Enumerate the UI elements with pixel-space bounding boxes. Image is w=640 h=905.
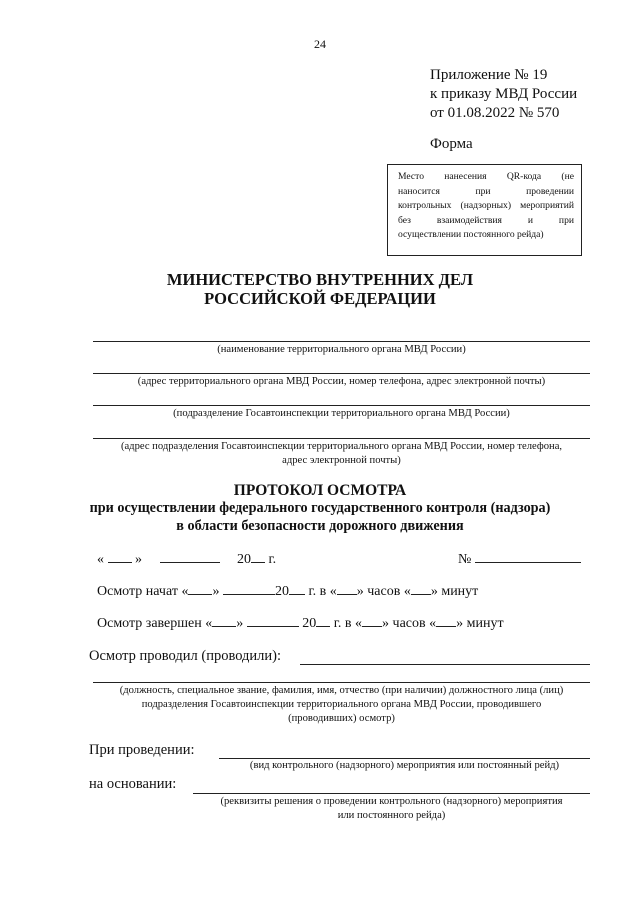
protocol-title: ПРОТОКОЛ ОСМОТРА <box>233 482 407 499</box>
appendix-header <box>430 66 577 123</box>
inspector-label: Осмотр проводил (проводили): <box>89 648 282 664</box>
end-minutes-field[interactable] <box>436 614 456 627</box>
end-hours-field[interactable] <box>362 614 382 627</box>
form-label: Форма <box>430 136 473 152</box>
date-year-field[interactable] <box>251 550 265 563</box>
date-month-field[interactable] <box>160 550 220 563</box>
inspector-caption-1: (должность, специальное звание, фамилия, имя, отчество (при наличии) должностного лица (лиц) <box>119 685 564 696</box>
qr-line: наносится при проведении <box>398 185 574 197</box>
organ-name-field[interactable] <box>93 341 590 342</box>
qr-line: осуществлении постоянного рейда) <box>398 229 544 240</box>
appendix-line-3: от 01.08.2022 № 570 <box>430 105 560 121</box>
appendix-line-2: к приказу МВД России <box>430 86 578 102</box>
number-sign: № <box>458 552 472 567</box>
qr-line: Место нанесения QR-кода (не <box>398 171 574 182</box>
ministry-title <box>0 270 640 308</box>
start-day-field[interactable] <box>188 582 212 595</box>
year-suffix: г. <box>268 552 277 567</box>
start-hours-field[interactable] <box>337 582 357 595</box>
gai-address-caption-2: адрес электронной почты) <box>282 455 401 466</box>
start-year-field[interactable] <box>289 582 305 595</box>
start-minutes-field[interactable] <box>411 582 431 595</box>
ministry-line-1: МИНИСТЕРСТВО ВНУТРЕННИХ ДЕЛ <box>166 270 474 289</box>
qr-code-box-text <box>398 170 574 243</box>
protocol-number-row <box>458 550 581 568</box>
inspection-start-row <box>97 582 478 600</box>
start-quote: » <box>212 584 220 599</box>
end-hours-label: » часов « <box>382 616 437 631</box>
start-at-label: г. в « <box>308 584 337 599</box>
inspector-field-2[interactable] <box>93 682 590 683</box>
end-day-field[interactable] <box>212 614 236 627</box>
qr-line: без взаимодействия и при <box>398 214 574 226</box>
conducting-label: При проведении: <box>89 742 195 758</box>
basis-caption-1: (реквизиты решения о проведении контрольного (надзорного) мероприятия <box>220 796 563 807</box>
basis-field[interactable] <box>193 793 590 794</box>
start-year-prefix: 20 <box>274 584 289 599</box>
organ-address-field[interactable] <box>93 373 590 374</box>
end-year-field[interactable] <box>316 614 330 627</box>
gai-address-caption-1: (адрес подразделения Госавтоинспекции территориального органа МВД России, номер телефона, <box>120 441 563 452</box>
appendix-line-1: Приложение № 19 <box>430 67 548 83</box>
basis-label: на основании: <box>89 776 177 792</box>
end-month-field[interactable] <box>247 614 299 627</box>
end-year-prefix: 20 <box>302 616 317 631</box>
quote-open: « <box>97 552 104 567</box>
start-minutes-label: » минут <box>430 584 479 599</box>
inspector-field-1[interactable] <box>300 664 590 665</box>
end-label: Осмотр завершен « <box>97 616 213 631</box>
basis-caption-2: или постоянного рейда) <box>337 810 446 821</box>
basis-caption <box>193 795 590 823</box>
gai-division-field[interactable] <box>93 405 590 406</box>
protocol-number-field[interactable] <box>475 550 581 563</box>
inspection-end-row <box>97 614 504 632</box>
start-hours-label: » часов « <box>356 584 411 599</box>
ministry-line-2: РОССИЙСКОЙ ФЕДЕРАЦИИ <box>204 289 436 308</box>
year-prefix: 20 <box>237 552 251 567</box>
gai-division-caption: (подразделение Госавтоинспекции территориального органа МВД России) <box>173 408 510 419</box>
qr-line: контрольных (надзорных) мероприятий <box>398 200 574 211</box>
protocol-subtitle-2: в области безопасности дорожного движения <box>176 518 464 534</box>
end-at-label: г. в « <box>333 616 363 631</box>
page-number: 24 <box>314 37 326 51</box>
conducting-field[interactable] <box>219 758 590 759</box>
conducting-caption: (вид контрольного (надзорного) мероприятия или постоянный рейд) <box>249 760 560 771</box>
start-label: Осмотр начат « <box>97 584 189 599</box>
start-month-field[interactable] <box>223 582 275 595</box>
date-day-field[interactable] <box>108 550 132 563</box>
inspector-caption-3: (проводивших) осмотр) <box>288 713 395 724</box>
end-minutes-label: » минут <box>456 616 504 631</box>
end-quote: » <box>236 616 244 631</box>
organ-address-caption: (адрес территориального органа МВД России, номер телефона, адрес электронной почты) <box>137 376 546 387</box>
quote-close: » <box>135 552 142 567</box>
protocol-subtitle-1: при осуществлении федерального государственного контроля (надзора) <box>89 500 551 516</box>
protocol-date-row <box>97 550 276 568</box>
gai-address-field[interactable] <box>93 438 590 439</box>
inspector-caption-2: подразделения Госавтоинспекции территориального органа МВД России, проводившего <box>141 699 542 710</box>
organ-name-caption: (наименование территориального органа МВД России) <box>217 344 466 355</box>
